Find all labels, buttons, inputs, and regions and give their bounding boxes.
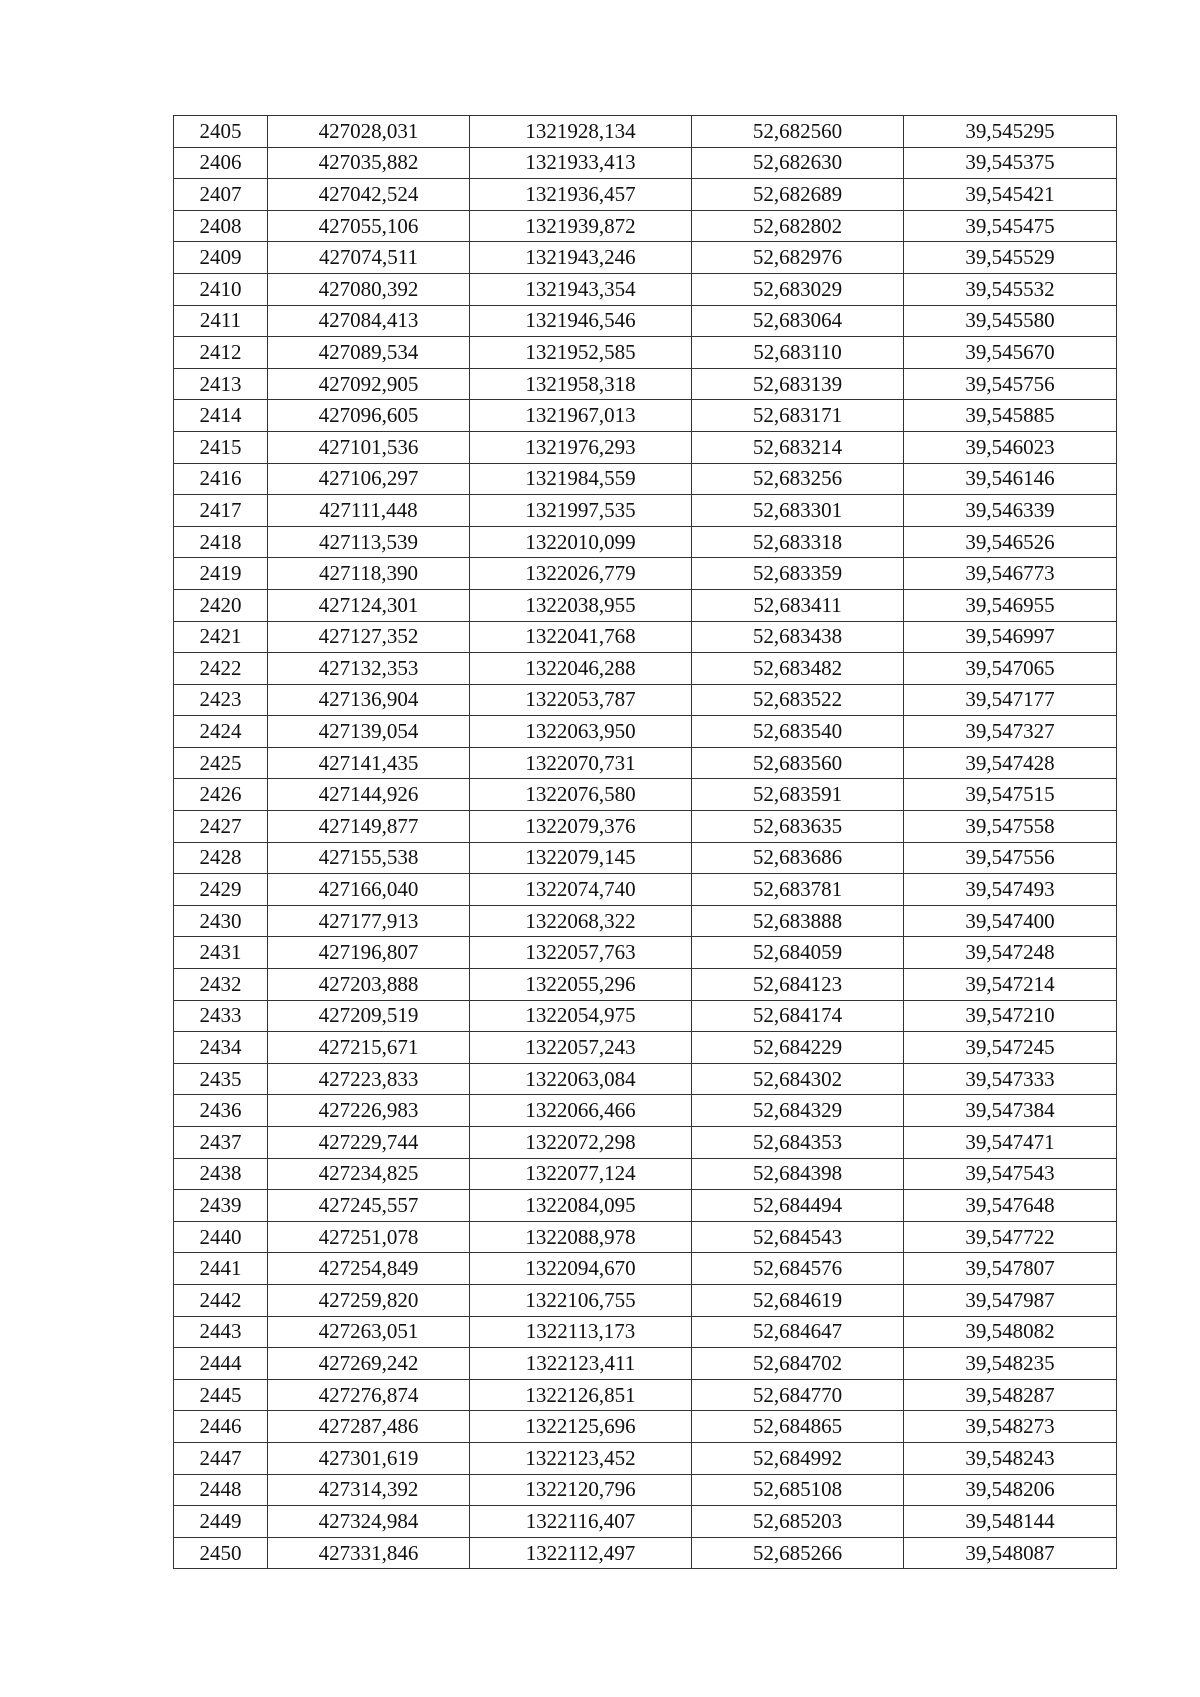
- longitude-cell: 39,547400: [904, 905, 1117, 937]
- latitude-cell: 52,682976: [692, 242, 904, 274]
- point-number-cell: 2447: [174, 1442, 268, 1474]
- point-number-cell: 2443: [174, 1316, 268, 1348]
- y-coordinate-cell: 1322079,376: [470, 811, 692, 843]
- latitude-cell: 52,684543: [692, 1221, 904, 1253]
- latitude-cell: 52,683214: [692, 431, 904, 463]
- x-coordinate-cell: 427251,078: [268, 1221, 470, 1253]
- coordinates-table-body: [174, 116, 1117, 1569]
- longitude-cell: 39,545885: [904, 400, 1117, 432]
- longitude-cell: 39,548235: [904, 1348, 1117, 1380]
- table-row: [174, 621, 1117, 653]
- latitude-cell: 52,683540: [692, 716, 904, 748]
- y-coordinate-cell: 1322057,763: [470, 937, 692, 969]
- table-row: [174, 337, 1117, 369]
- x-coordinate-cell: 427223,833: [268, 1063, 470, 1095]
- y-coordinate-cell: 1322074,740: [470, 874, 692, 906]
- y-coordinate-cell: 1322106,755: [470, 1284, 692, 1316]
- coordinates-table: [173, 115, 1117, 1569]
- point-number-cell: 2410: [174, 273, 268, 305]
- point-number-cell: 2450: [174, 1537, 268, 1569]
- y-coordinate-cell: 1321946,546: [470, 305, 692, 337]
- latitude-cell: 52,683438: [692, 621, 904, 653]
- table-row: [174, 147, 1117, 179]
- longitude-cell: 39,548082: [904, 1316, 1117, 1348]
- latitude-cell: 52,684770: [692, 1379, 904, 1411]
- y-coordinate-cell: 1322094,670: [470, 1253, 692, 1285]
- y-coordinate-cell: 1322055,296: [470, 969, 692, 1001]
- point-number-cell: 2417: [174, 495, 268, 527]
- y-coordinate-cell: 1322113,173: [470, 1316, 692, 1348]
- x-coordinate-cell: 427263,051: [268, 1316, 470, 1348]
- point-number-cell: 2412: [174, 337, 268, 369]
- latitude-cell: 52,683139: [692, 368, 904, 400]
- longitude-cell: 39,546997: [904, 621, 1117, 653]
- table-row: [174, 1506, 1117, 1538]
- x-coordinate-cell: 427084,413: [268, 305, 470, 337]
- latitude-cell: 52,684647: [692, 1316, 904, 1348]
- y-coordinate-cell: 1322112,497: [470, 1537, 692, 1569]
- y-coordinate-cell: 1322063,950: [470, 716, 692, 748]
- longitude-cell: 39,547987: [904, 1284, 1117, 1316]
- longitude-cell: 39,547807: [904, 1253, 1117, 1285]
- x-coordinate-cell: 427042,524: [268, 179, 470, 211]
- table-row: [174, 1442, 1117, 1474]
- y-coordinate-cell: 1321936,457: [470, 179, 692, 211]
- y-coordinate-cell: 1322116,407: [470, 1506, 692, 1538]
- latitude-cell: 52,683256: [692, 463, 904, 495]
- longitude-cell: 39,545580: [904, 305, 1117, 337]
- table-row: [174, 1411, 1117, 1443]
- y-coordinate-cell: 1322123,452: [470, 1442, 692, 1474]
- table-row: [174, 1000, 1117, 1032]
- table-row: [174, 842, 1117, 874]
- point-number-cell: 2432: [174, 969, 268, 1001]
- longitude-cell: 39,547333: [904, 1063, 1117, 1095]
- longitude-cell: 39,545532: [904, 273, 1117, 305]
- latitude-cell: 52,683301: [692, 495, 904, 527]
- y-coordinate-cell: 1321997,535: [470, 495, 692, 527]
- point-number-cell: 2420: [174, 589, 268, 621]
- point-number-cell: 2431: [174, 937, 268, 969]
- x-coordinate-cell: 427254,849: [268, 1253, 470, 1285]
- y-coordinate-cell: 1322126,851: [470, 1379, 692, 1411]
- x-coordinate-cell: 427177,913: [268, 905, 470, 937]
- longitude-cell: 39,548243: [904, 1442, 1117, 1474]
- longitude-cell: 39,546773: [904, 558, 1117, 590]
- point-number-cell: 2429: [174, 874, 268, 906]
- latitude-cell: 52,684576: [692, 1253, 904, 1285]
- longitude-cell: 39,547722: [904, 1221, 1117, 1253]
- y-coordinate-cell: 1322123,411: [470, 1348, 692, 1380]
- y-coordinate-cell: 1322125,696: [470, 1411, 692, 1443]
- y-coordinate-cell: 1322063,084: [470, 1063, 692, 1095]
- y-coordinate-cell: 1322046,288: [470, 653, 692, 685]
- latitude-cell: 52,683560: [692, 747, 904, 779]
- x-coordinate-cell: 427106,297: [268, 463, 470, 495]
- table-row: [174, 558, 1117, 590]
- point-number-cell: 2408: [174, 210, 268, 242]
- y-coordinate-cell: 1322088,978: [470, 1221, 692, 1253]
- point-number-cell: 2427: [174, 811, 268, 843]
- y-coordinate-cell: 1322079,145: [470, 842, 692, 874]
- point-number-cell: 2433: [174, 1000, 268, 1032]
- longitude-cell: 39,547648: [904, 1190, 1117, 1222]
- x-coordinate-cell: 427215,671: [268, 1032, 470, 1064]
- table-row: [174, 1253, 1117, 1285]
- longitude-cell: 39,547384: [904, 1095, 1117, 1127]
- longitude-cell: 39,546146: [904, 463, 1117, 495]
- y-coordinate-cell: 1321928,134: [470, 116, 692, 148]
- point-number-cell: 2406: [174, 147, 268, 179]
- x-coordinate-cell: 427269,242: [268, 1348, 470, 1380]
- x-coordinate-cell: 427209,519: [268, 1000, 470, 1032]
- latitude-cell: 52,684059: [692, 937, 904, 969]
- point-number-cell: 2421: [174, 621, 268, 653]
- x-coordinate-cell: 427101,536: [268, 431, 470, 463]
- longitude-cell: 39,548287: [904, 1379, 1117, 1411]
- x-coordinate-cell: 427196,807: [268, 937, 470, 969]
- longitude-cell: 39,547248: [904, 937, 1117, 969]
- point-number-cell: 2413: [174, 368, 268, 400]
- table-row: [174, 905, 1117, 937]
- longitude-cell: 39,545375: [904, 147, 1117, 179]
- x-coordinate-cell: 427314,392: [268, 1474, 470, 1506]
- point-number-cell: 2426: [174, 779, 268, 811]
- x-coordinate-cell: 427149,877: [268, 811, 470, 843]
- longitude-cell: 39,547556: [904, 842, 1117, 874]
- point-number-cell: 2415: [174, 431, 268, 463]
- y-coordinate-cell: 1321952,585: [470, 337, 692, 369]
- latitude-cell: 52,684992: [692, 1442, 904, 1474]
- x-coordinate-cell: 427139,054: [268, 716, 470, 748]
- longitude-cell: 39,546023: [904, 431, 1117, 463]
- longitude-cell: 39,545756: [904, 368, 1117, 400]
- x-coordinate-cell: 427155,538: [268, 842, 470, 874]
- longitude-cell: 39,547327: [904, 716, 1117, 748]
- table-row: [174, 716, 1117, 748]
- longitude-cell: 39,547177: [904, 684, 1117, 716]
- point-number-cell: 2416: [174, 463, 268, 495]
- table-row: [174, 1095, 1117, 1127]
- latitude-cell: 52,684494: [692, 1190, 904, 1222]
- longitude-cell: 39,547210: [904, 1000, 1117, 1032]
- latitude-cell: 52,684398: [692, 1158, 904, 1190]
- y-coordinate-cell: 1322120,796: [470, 1474, 692, 1506]
- y-coordinate-cell: 1322041,768: [470, 621, 692, 653]
- latitude-cell: 52,683064: [692, 305, 904, 337]
- point-number-cell: 2428: [174, 842, 268, 874]
- y-coordinate-cell: 1321976,293: [470, 431, 692, 463]
- x-coordinate-cell: 427166,040: [268, 874, 470, 906]
- y-coordinate-cell: 1321958,318: [470, 368, 692, 400]
- y-coordinate-cell: 1321984,559: [470, 463, 692, 495]
- table-row: [174, 210, 1117, 242]
- latitude-cell: 52,683318: [692, 526, 904, 558]
- point-number-cell: 2445: [174, 1379, 268, 1411]
- latitude-cell: 52,683482: [692, 653, 904, 685]
- latitude-cell: 52,684229: [692, 1032, 904, 1064]
- longitude-cell: 39,545295: [904, 116, 1117, 148]
- table-row: [174, 1032, 1117, 1064]
- y-coordinate-cell: 1322053,787: [470, 684, 692, 716]
- x-coordinate-cell: 427035,882: [268, 147, 470, 179]
- y-coordinate-cell: 1322084,095: [470, 1190, 692, 1222]
- x-coordinate-cell: 427259,820: [268, 1284, 470, 1316]
- latitude-cell: 52,683591: [692, 779, 904, 811]
- longitude-cell: 39,547515: [904, 779, 1117, 811]
- x-coordinate-cell: 427132,353: [268, 653, 470, 685]
- table-row: [174, 305, 1117, 337]
- table-row: [174, 969, 1117, 1001]
- x-coordinate-cell: 427111,448: [268, 495, 470, 527]
- point-number-cell: 2414: [174, 400, 268, 432]
- longitude-cell: 39,545475: [904, 210, 1117, 242]
- latitude-cell: 52,684174: [692, 1000, 904, 1032]
- point-number-cell: 2419: [174, 558, 268, 590]
- latitude-cell: 52,683522: [692, 684, 904, 716]
- table-row: [174, 1348, 1117, 1380]
- point-number-cell: 2437: [174, 1127, 268, 1159]
- latitude-cell: 52,683635: [692, 811, 904, 843]
- latitude-cell: 52,684329: [692, 1095, 904, 1127]
- latitude-cell: 52,683781: [692, 874, 904, 906]
- longitude-cell: 39,547214: [904, 969, 1117, 1001]
- x-coordinate-cell: 427127,352: [268, 621, 470, 653]
- point-number-cell: 2418: [174, 526, 268, 558]
- y-coordinate-cell: 1322066,466: [470, 1095, 692, 1127]
- x-coordinate-cell: 427331,846: [268, 1537, 470, 1569]
- x-coordinate-cell: 427287,486: [268, 1411, 470, 1443]
- table-row: [174, 1537, 1117, 1569]
- x-coordinate-cell: 427055,106: [268, 210, 470, 242]
- x-coordinate-cell: 427092,905: [268, 368, 470, 400]
- latitude-cell: 52,683171: [692, 400, 904, 432]
- table-row: [174, 1127, 1117, 1159]
- latitude-cell: 52,683411: [692, 589, 904, 621]
- point-number-cell: 2446: [174, 1411, 268, 1443]
- table-row: [174, 273, 1117, 305]
- point-number-cell: 2422: [174, 653, 268, 685]
- latitude-cell: 52,682560: [692, 116, 904, 148]
- point-number-cell: 2438: [174, 1158, 268, 1190]
- longitude-cell: 39,548144: [904, 1506, 1117, 1538]
- point-number-cell: 2425: [174, 747, 268, 779]
- x-coordinate-cell: 427276,874: [268, 1379, 470, 1411]
- latitude-cell: 52,682802: [692, 210, 904, 242]
- table-row: [174, 1474, 1117, 1506]
- table-row: [174, 874, 1117, 906]
- table-row: [174, 1316, 1117, 1348]
- table-row: [174, 368, 1117, 400]
- point-number-cell: 2436: [174, 1095, 268, 1127]
- latitude-cell: 52,684353: [692, 1127, 904, 1159]
- y-coordinate-cell: 1322072,298: [470, 1127, 692, 1159]
- table-row: [174, 653, 1117, 685]
- table-row: [174, 242, 1117, 274]
- y-coordinate-cell: 1322054,975: [470, 1000, 692, 1032]
- y-coordinate-cell: 1321943,354: [470, 273, 692, 305]
- longitude-cell: 39,547493: [904, 874, 1117, 906]
- latitude-cell: 52,682630: [692, 147, 904, 179]
- table-row: [174, 400, 1117, 432]
- point-number-cell: 2440: [174, 1221, 268, 1253]
- table-row: [174, 811, 1117, 843]
- table-row: [174, 1284, 1117, 1316]
- latitude-cell: 52,683110: [692, 337, 904, 369]
- latitude-cell: 52,683029: [692, 273, 904, 305]
- x-coordinate-cell: 427229,744: [268, 1127, 470, 1159]
- table-row: [174, 179, 1117, 211]
- y-coordinate-cell: 1322057,243: [470, 1032, 692, 1064]
- y-coordinate-cell: 1322070,731: [470, 747, 692, 779]
- longitude-cell: 39,547471: [904, 1127, 1117, 1159]
- latitude-cell: 52,685203: [692, 1506, 904, 1538]
- longitude-cell: 39,545421: [904, 179, 1117, 211]
- y-coordinate-cell: 1322010,099: [470, 526, 692, 558]
- longitude-cell: 39,545529: [904, 242, 1117, 274]
- longitude-cell: 39,548273: [904, 1411, 1117, 1443]
- x-coordinate-cell: 427245,557: [268, 1190, 470, 1222]
- table-row: [174, 1379, 1117, 1411]
- table-row: [174, 463, 1117, 495]
- x-coordinate-cell: 427141,435: [268, 747, 470, 779]
- x-coordinate-cell: 427028,031: [268, 116, 470, 148]
- table-row: [174, 1190, 1117, 1222]
- y-coordinate-cell: 1322038,955: [470, 589, 692, 621]
- y-coordinate-cell: 1321939,872: [470, 210, 692, 242]
- x-coordinate-cell: 427118,390: [268, 558, 470, 590]
- x-coordinate-cell: 427124,301: [268, 589, 470, 621]
- table-row: [174, 1063, 1117, 1095]
- latitude-cell: 52,683359: [692, 558, 904, 590]
- longitude-cell: 39,547558: [904, 811, 1117, 843]
- y-coordinate-cell: 1321967,013: [470, 400, 692, 432]
- y-coordinate-cell: 1321933,413: [470, 147, 692, 179]
- point-number-cell: 2449: [174, 1506, 268, 1538]
- longitude-cell: 39,547428: [904, 747, 1117, 779]
- table-row: [174, 431, 1117, 463]
- y-coordinate-cell: 1322076,580: [470, 779, 692, 811]
- x-coordinate-cell: 427144,926: [268, 779, 470, 811]
- x-coordinate-cell: 427136,904: [268, 684, 470, 716]
- table-row: [174, 779, 1117, 811]
- point-number-cell: 2441: [174, 1253, 268, 1285]
- table-row: [174, 116, 1117, 148]
- longitude-cell: 39,547065: [904, 653, 1117, 685]
- point-number-cell: 2430: [174, 905, 268, 937]
- longitude-cell: 39,548087: [904, 1537, 1117, 1569]
- latitude-cell: 52,682689: [692, 179, 904, 211]
- latitude-cell: 52,685266: [692, 1537, 904, 1569]
- latitude-cell: 52,684865: [692, 1411, 904, 1443]
- longitude-cell: 39,545670: [904, 337, 1117, 369]
- longitude-cell: 39,546955: [904, 589, 1117, 621]
- point-number-cell: 2423: [174, 684, 268, 716]
- table-row: [174, 589, 1117, 621]
- point-number-cell: 2411: [174, 305, 268, 337]
- longitude-cell: 39,546526: [904, 526, 1117, 558]
- y-coordinate-cell: 1322077,124: [470, 1158, 692, 1190]
- table-row: [174, 937, 1117, 969]
- longitude-cell: 39,546339: [904, 495, 1117, 527]
- x-coordinate-cell: 427096,605: [268, 400, 470, 432]
- latitude-cell: 52,684702: [692, 1348, 904, 1380]
- table-row: [174, 495, 1117, 527]
- latitude-cell: 52,684619: [692, 1284, 904, 1316]
- point-number-cell: 2444: [174, 1348, 268, 1380]
- point-number-cell: 2424: [174, 716, 268, 748]
- y-coordinate-cell: 1322068,322: [470, 905, 692, 937]
- table-row: [174, 1158, 1117, 1190]
- longitude-cell: 39,548206: [904, 1474, 1117, 1506]
- x-coordinate-cell: 427203,888: [268, 969, 470, 1001]
- x-coordinate-cell: 427226,983: [268, 1095, 470, 1127]
- x-coordinate-cell: 427324,984: [268, 1506, 470, 1538]
- latitude-cell: 52,684302: [692, 1063, 904, 1095]
- point-number-cell: 2439: [174, 1190, 268, 1222]
- point-number-cell: 2405: [174, 116, 268, 148]
- x-coordinate-cell: 427074,511: [268, 242, 470, 274]
- x-coordinate-cell: 427080,392: [268, 273, 470, 305]
- table-row: [174, 526, 1117, 558]
- point-number-cell: 2435: [174, 1063, 268, 1095]
- latitude-cell: 52,683888: [692, 905, 904, 937]
- longitude-cell: 39,547245: [904, 1032, 1117, 1064]
- y-coordinate-cell: 1321943,246: [470, 242, 692, 274]
- latitude-cell: 52,683686: [692, 842, 904, 874]
- x-coordinate-cell: 427089,534: [268, 337, 470, 369]
- x-coordinate-cell: 427113,539: [268, 526, 470, 558]
- x-coordinate-cell: 427234,825: [268, 1158, 470, 1190]
- x-coordinate-cell: 427301,619: [268, 1442, 470, 1474]
- longitude-cell: 39,547543: [904, 1158, 1117, 1190]
- latitude-cell: 52,684123: [692, 969, 904, 1001]
- latitude-cell: 52,685108: [692, 1474, 904, 1506]
- table-row: [174, 747, 1117, 779]
- table-row: [174, 684, 1117, 716]
- point-number-cell: 2434: [174, 1032, 268, 1064]
- table-row: [174, 1221, 1117, 1253]
- point-number-cell: 2442: [174, 1284, 268, 1316]
- point-number-cell: 2448: [174, 1474, 268, 1506]
- point-number-cell: 2407: [174, 179, 268, 211]
- point-number-cell: 2409: [174, 242, 268, 274]
- y-coordinate-cell: 1322026,779: [470, 558, 692, 590]
